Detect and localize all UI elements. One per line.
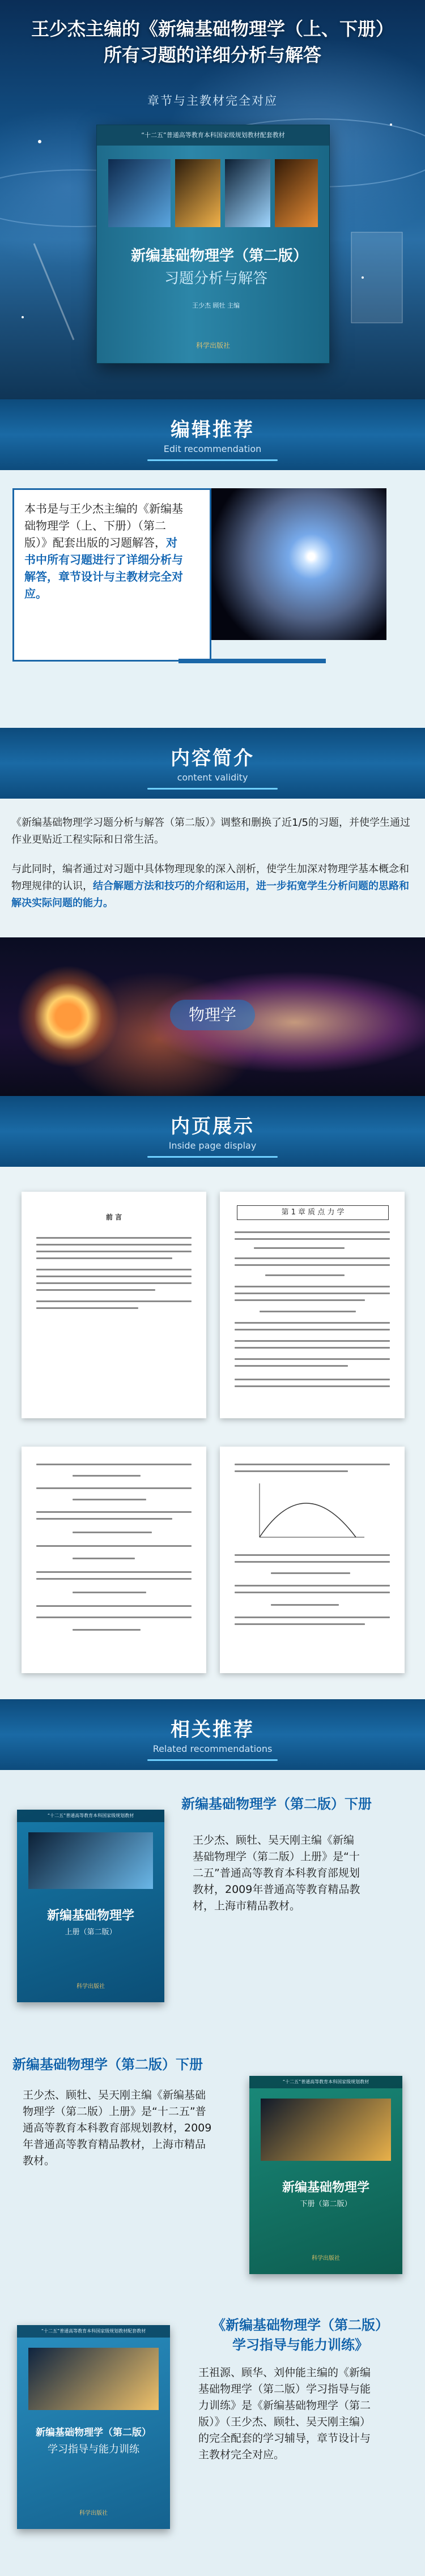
editor-accent-stripe bbox=[178, 659, 326, 663]
section-banner-pages bbox=[0, 1096, 425, 1167]
page-heading: 前 言 bbox=[105, 1213, 122, 1221]
related-book-cover-1[interactable]: “十二五”普通高等教育本科国家级规划教材 新编基础物理学 上册（第二版） 科学出版社 bbox=[17, 1810, 164, 2002]
section-underline bbox=[147, 1156, 278, 1158]
section-underline bbox=[147, 788, 278, 790]
editor-text-normal: 本书是与王少杰主编的《新编基础物理学（上、下册）（第二版）》配套出版的习题解答， bbox=[24, 502, 183, 549]
cover-title: 新编基础物理学 bbox=[46, 1909, 134, 1923]
related-title-3-line2: 学习指导与能力训练》 bbox=[232, 2337, 368, 2353]
section-title: 内页展示 bbox=[171, 1115, 254, 1138]
section-subtitle: content validity bbox=[177, 772, 248, 783]
section-banner-related bbox=[0, 1699, 425, 1770]
hero-headline bbox=[0, 16, 425, 68]
cover-publisher: 科学出版社 bbox=[79, 2510, 108, 2517]
section-underline bbox=[147, 459, 278, 461]
related-title-3-line1: 《新编基础物理学（第二版） bbox=[212, 2317, 389, 2333]
related-recommendations bbox=[0, 1770, 425, 2576]
cover-subtitle: 下册（第二版） bbox=[300, 2200, 352, 2208]
cover-publisher: 科学出版社 bbox=[312, 2255, 340, 2262]
cover-title: 新编基础物理学（第二版） bbox=[36, 2427, 151, 2438]
section-title: 编辑推荐 bbox=[171, 419, 254, 441]
related-desc-2: 王少杰、顾牡、吴天刚主编《新编基础物理学（第二版）上册》是“十二五”普通高等教育本科教育部规划教材，2009年普通高等教育精品教材，上海市精品教材。 bbox=[23, 2089, 212, 2167]
section-subtitle: Inside page display bbox=[168, 1140, 257, 1151]
inside-pages bbox=[0, 1167, 425, 1699]
content-paragraph-2-normal: 与此同时，编者通过对习题中具体物理现象的深入剖析，使学生加深对物理学基本概念和物理规律的认识， bbox=[11, 863, 409, 892]
section-subtitle: Related recommendations bbox=[152, 1743, 273, 1754]
editor-recommendation bbox=[0, 470, 425, 728]
related-title-3[interactable] bbox=[187, 2314, 414, 2353]
book-cover-subtitle: 习题分析与解答 bbox=[164, 270, 267, 287]
cover-subtitle: 上册（第二版） bbox=[65, 1928, 117, 1937]
book-cover-authors: 王少杰 顾牡 主编 bbox=[192, 302, 240, 309]
content-paragraph-2-highlight: 结合解题方法和技巧的介绍和运用，进一步拓宽学生分析问题的思路和解决实际问题的能力。 bbox=[11, 880, 409, 909]
physics-space-image bbox=[0, 937, 425, 1096]
inside-page-3 bbox=[22, 1447, 206, 1673]
book-cover-series: “十二五”普通高等教育本科国家级规划教材配套教材 bbox=[97, 125, 329, 146]
related-title-1[interactable]: 新编基础物理学（第二版）下册 bbox=[181, 1796, 372, 1812]
related-desc-1: 王少杰、顾牡、吴天刚主编《新编基础物理学（第二版）上册》是“十二五”普通高等教育本科教育部规划教材，2009年普通高等教育精品教材，上海市精品教材。 bbox=[193, 1834, 360, 1912]
editor-text-highlight: 对书中所有习题进行了详细分析与解答，章节设计与主教材完全对应。 bbox=[24, 536, 183, 600]
content-intro bbox=[0, 799, 425, 1096]
hero-subline: 章节与主教材完全对应 bbox=[147, 94, 278, 108]
physics-image-label: 物理学 bbox=[170, 1000, 255, 1030]
cover-title: 新编基础物理学 bbox=[282, 2181, 369, 2195]
cover-photo bbox=[28, 2348, 159, 2410]
section-subtitle: Edit recommendation bbox=[163, 443, 262, 454]
section-underline bbox=[147, 1759, 278, 1761]
galaxy-image bbox=[207, 488, 386, 640]
section-title: 内容简介 bbox=[171, 747, 254, 770]
hero-headline-line2: 所有习题的详细分析与解答 bbox=[103, 44, 321, 66]
editor-text-box bbox=[12, 488, 211, 662]
book-cover-photos bbox=[108, 159, 318, 227]
content-paragraph-2 bbox=[11, 861, 415, 912]
related-book-cover-3[interactable]: “十二五”普通高等教育本科国家级规划教材配套教材 新编基础物理学（第二版） 学习指导与能力训练 科学出版社 bbox=[17, 2325, 170, 2529]
cover-photo bbox=[28, 1832, 153, 1889]
related-title-2[interactable]: 新编基础物理学（第二版）下册 bbox=[12, 2057, 203, 2072]
book-cover-publisher: 科学出版社 bbox=[196, 342, 230, 349]
editor-text bbox=[24, 500, 183, 602]
related-book-cover-2[interactable]: “十二五”普通高等教育本科国家级规划教材 新编基础物理学 下册（第二版） 科学出版社 bbox=[249, 2076, 402, 2274]
related-desc-3: 王祖源、顾华、刘仲能主编的《新编基础物理学（第二版）学习指导与能力训练》是《新编基础物理学（第二版）》（王少杰、顾牡、吴天刚主编）的完全配套的学习辅导，章节设计与主教材完全对应。 bbox=[198, 2366, 371, 2461]
cover-publisher: 科学出版社 bbox=[76, 1984, 105, 1990]
hero-headline-line1: 王少杰主编的《新编基础物理学（上、下册） bbox=[31, 18, 394, 40]
content-paragraph-1: 《新编基础物理学习题分析与解答（第二版）》调整和删换了近1/5的习题，并使学生通过作业更贴近工程实际和日常生活。 bbox=[11, 817, 410, 846]
parabola-figure bbox=[254, 1481, 367, 1543]
section-title: 相关推荐 bbox=[171, 1718, 254, 1741]
inside-page-4 bbox=[220, 1447, 405, 1673]
section-banner-editor bbox=[0, 399, 425, 470]
cover-photo bbox=[261, 2099, 391, 2161]
inside-page-preface bbox=[22, 1192, 206, 1418]
inside-page-chapter1 bbox=[220, 1192, 405, 1418]
section-banner-content bbox=[0, 728, 425, 799]
hero-banner bbox=[0, 0, 425, 399]
chapter-heading: 第 1 章 质 点 力 学 bbox=[237, 1205, 389, 1220]
book-cover-title: 新编基础物理学（第二版） bbox=[131, 248, 308, 265]
cover-subtitle: 学习指导与能力训练 bbox=[48, 2443, 139, 2455]
book-cover bbox=[96, 125, 330, 364]
